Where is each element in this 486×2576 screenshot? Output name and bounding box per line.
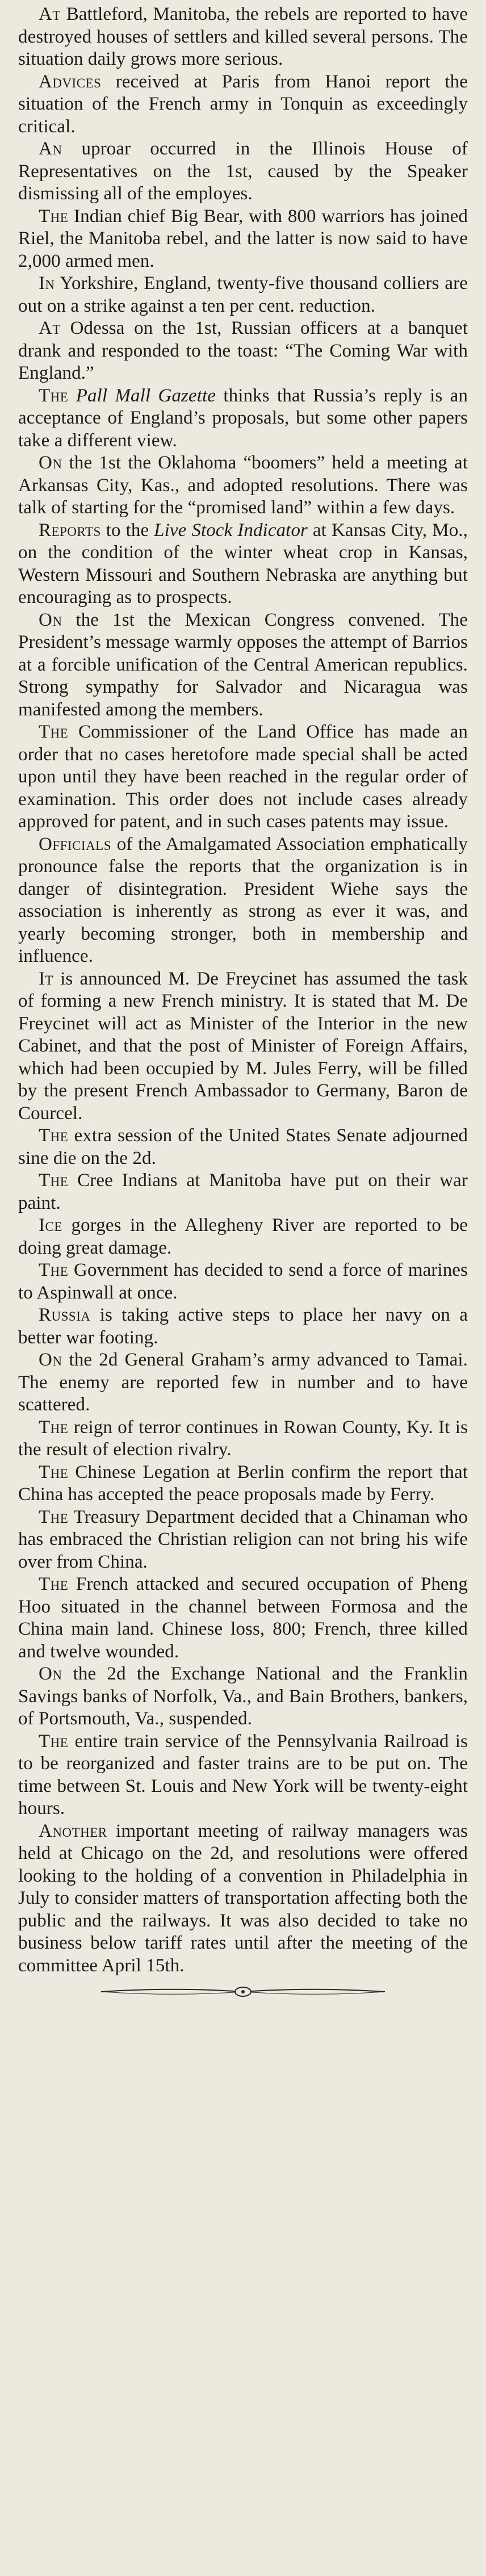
news-item bbox=[18, 1663, 468, 1731]
news-item-text: to the bbox=[100, 520, 154, 541]
news-item-text: is taking active steps to place her navy on a better war footing. bbox=[18, 1305, 468, 1348]
news-item bbox=[18, 968, 468, 1125]
news-item-lead: The bbox=[39, 1574, 69, 1594]
news-item-lead: At bbox=[39, 318, 61, 338]
news-item bbox=[18, 1573, 468, 1663]
news-item-lead: The bbox=[39, 385, 69, 406]
news-item-text: the 1st the Oklahoma “boomers” held a meeting at Arkansas City, Kas., and adopted resolutions. There was talk of starting for the “promised land” within a few days. bbox=[18, 453, 468, 518]
news-item-lead: Officials bbox=[39, 833, 112, 855]
news-item-text: Battleford, Manitoba, the rebels are reported to have destroyed houses of settlers and killed several persons. The situation daily grows more serious. bbox=[18, 4, 468, 69]
news-item-lead: On bbox=[39, 1664, 62, 1684]
news-item-lead: Russia bbox=[39, 1305, 91, 1325]
news-item-lead: The bbox=[39, 1170, 69, 1191]
news-item-lead: The bbox=[39, 1260, 69, 1280]
news-item-text: Commissioner of the Land Office has made an order that no cases heretofore made special shall be acted upon until they have been reached in the regular order of examination. This order does not include cases already approved for patent, and in such cases patents may issue. bbox=[18, 722, 468, 832]
news-item-text: Yorkshire, England, twenty-five thousand colliers are out on a strike against a ten per cent. reduction. bbox=[18, 273, 468, 316]
news-item-lead: The bbox=[39, 1506, 69, 1527]
news-item-text: Cree Indians at Manitoba have put on their war paint. bbox=[18, 1170, 468, 1213]
news-item-text: is announced M. De Freycinet has assumed the task of forming a new French ministry. It is stated that M. De Freycinet will act as Minister of the Interior in the new Cabinet, and that the post of Minister of Foreign Affairs, which had been occupied by M. Jules Ferry, will be filled by the present French Ambassador to Germany, Baron de Courcel. bbox=[18, 968, 468, 1124]
news-item-text: important meeting of railway managers was held at Chicago on the 2d, and resolutions were offered looking to the holding of a convention in Philadelphia in July to consider matters of transportation affecting both the public and the railways. It was also decided to take no business below tariff rates until after the meeting of the committee April 15th. bbox=[18, 1820, 468, 1976]
news-item bbox=[18, 206, 468, 273]
news-item bbox=[18, 1304, 468, 1349]
news-item bbox=[18, 1349, 468, 1417]
news-item-lead: The bbox=[39, 206, 69, 227]
news-item bbox=[18, 1170, 468, 1214]
news-item bbox=[18, 273, 468, 317]
news-item-text: received at Paris from Hanoi report the situation of the French army in Tonquin as exceedingly critical. bbox=[18, 71, 468, 137]
news-item-text: entire train service of the Pennsylvania Railroad is to be reorganized and faster trains are to be put on. The time between St. Louis and New York will be twenty-eight hours. bbox=[18, 1731, 468, 1819]
news-item-text: Indian chief Big Bear, with 800 warriors has joined Riel, the Manitoba rebel, and the latter is now said to have 2,000 armed men. bbox=[18, 206, 468, 271]
news-item-lead: The bbox=[39, 1731, 69, 1752]
news-item-text: Odessa on the 1st, Russian officers at a banquet drank and responded to the toast: “The Coming War with England.” bbox=[18, 318, 468, 383]
news-item-text: uproar occurred in the Illinois House of Representatives on the 1st, caused by the Speaker dismissing all of the employes. bbox=[18, 139, 468, 204]
news-item-lead: On bbox=[39, 1350, 62, 1370]
news-item bbox=[18, 1506, 468, 1574]
news-item-text: of the Amalgamated Association emphatically pronounce false the reports that the organization is in danger of disintegration. President Wiehe says the association is inherently as strong as ever it was, and yearly becoming stronger, both in membership and influence. bbox=[18, 833, 468, 966]
news-item bbox=[18, 385, 468, 453]
news-item-lead: An bbox=[39, 139, 62, 159]
news-item-lead: It bbox=[39, 968, 54, 989]
news-item-text: the 1st the Mexican Congress convened. The President’s message warmly opposes the attempt of Barrios at a forcible unification of the Central American republics. Strong sympathy for Salvador and Nicaragua was manifested among the members. bbox=[18, 609, 468, 720]
news-item bbox=[18, 520, 468, 609]
news-item-text-continued: at Kansas City, Mo., on the condition of the winter wheat crop in Kansas, Western Missouri and Southern Nebraska are anything but encouraging as to prospects. bbox=[18, 520, 468, 608]
news-item bbox=[18, 721, 468, 833]
news-item-text: French attacked and secured occupation of Pheng Hoo situated in the channel between Formosa and the China main land. Chinese loss, 800; French, three killed and twelve wounded. bbox=[18, 1574, 468, 1662]
news-item-text: the 2d the Exchange National and the Franklin Savings banks of Norfolk, Va., and Bain Brothers, bankers, of Portsmouth, Va., suspended. bbox=[18, 1664, 468, 1729]
news-item-text: extra session of the United States Senate adjourned sine die on the 2d. bbox=[18, 1125, 468, 1168]
news-item bbox=[18, 1820, 468, 1978]
news-item-italic: Pall Mall Gazette bbox=[76, 385, 216, 406]
news-item-text: gorges in the Allegheny River are reported to be doing great damage. bbox=[18, 1215, 468, 1258]
news-item bbox=[18, 833, 468, 968]
news-item-lead: The bbox=[39, 1125, 69, 1146]
ornament-divider bbox=[95, 1984, 391, 2000]
news-item-text: reign of terror continues in Rowan County, Ky. It is the result of election rivalry. bbox=[18, 1417, 468, 1460]
news-item bbox=[18, 609, 468, 722]
news-item bbox=[18, 452, 468, 520]
news-item-text: Chinese Legation at Berlin confirm the report that China has accepted the peace proposals made by Ferry. bbox=[18, 1461, 468, 1505]
news-item bbox=[18, 1259, 468, 1304]
news-item bbox=[18, 1125, 468, 1170]
news-item-lead: Advices bbox=[39, 71, 102, 92]
news-item bbox=[18, 1417, 468, 1461]
news-item bbox=[18, 317, 468, 385]
news-item-lead: Ice bbox=[39, 1215, 62, 1235]
news-item-lead: At bbox=[39, 4, 61, 24]
news-item-text: Treasury Department decided that a Chinaman who has embraced the Christian religion can not bring his wife over from China. bbox=[18, 1506, 468, 1572]
news-item bbox=[18, 1214, 468, 1259]
news-item-lead: The bbox=[39, 722, 69, 742]
news-item bbox=[18, 1731, 468, 1820]
flourish-icon bbox=[95, 1984, 391, 2000]
news-item-lead: On bbox=[39, 453, 62, 473]
news-item-lead: The bbox=[39, 1417, 69, 1438]
news-item bbox=[18, 138, 468, 206]
news-item-lead: The bbox=[39, 1461, 69, 1482]
news-item-italic: Live Stock Indicator bbox=[154, 520, 308, 541]
news-item bbox=[18, 3, 468, 71]
news-item-lead: Reports bbox=[39, 520, 101, 541]
news-item-lead: Another bbox=[39, 1820, 107, 1841]
news-item-lead: In bbox=[39, 273, 55, 294]
news-item bbox=[18, 71, 468, 139]
news-item-text: thinks that Russia’s reply is an acceptance of England’s proposals, but some other papers take a different view. bbox=[18, 385, 468, 451]
news-item bbox=[18, 1461, 468, 1506]
news-item-text: the 2d General Graham’s army advanced to Tamai. The enemy are reported few in number and to have scattered. bbox=[18, 1350, 468, 1415]
news-item-lead: On bbox=[39, 609, 62, 630]
news-item-text: Government has decided to send a force of marines to Aspinwall at once. bbox=[18, 1260, 468, 1303]
